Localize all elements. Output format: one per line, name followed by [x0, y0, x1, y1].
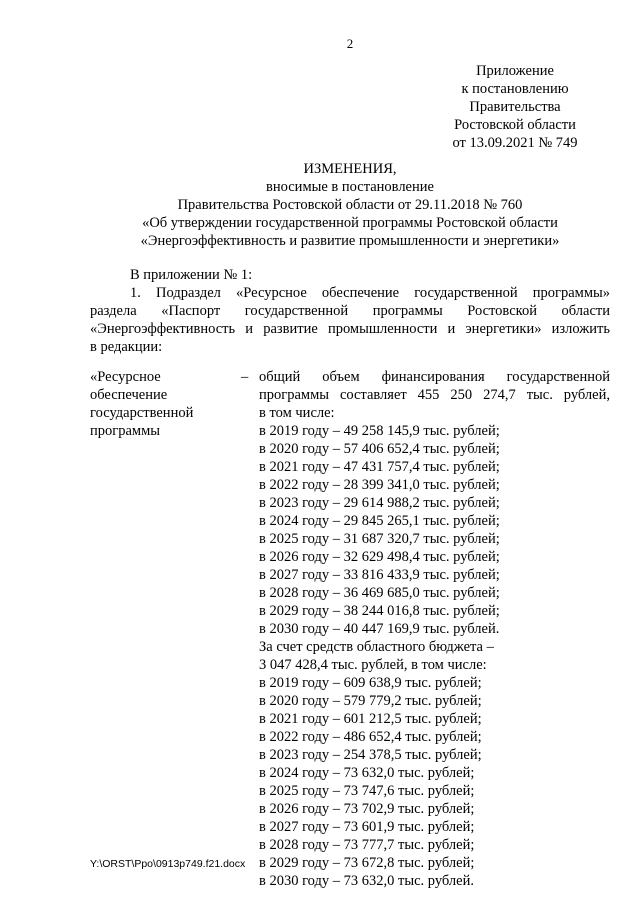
regional-year-item: в 2024 году – 73 632,0 тыс. рублей;: [259, 765, 475, 781]
total-year-item: в 2029 году – 38 244 016,8 тыс. рублей;: [259, 603, 500, 619]
financing-details: [259, 368, 610, 890]
title-line: вносимые в постановление: [266, 179, 434, 195]
regional-year-item: в 2020 году – 579 779,2 тыс. рублей;: [259, 693, 482, 709]
total-line: в том числе:: [259, 405, 335, 421]
appendix-line: к постановлению: [461, 81, 569, 97]
label-line: государственной: [90, 405, 194, 421]
total-year-item: в 2030 году – 40 447 169,9 тыс. рублей.: [259, 621, 500, 637]
regional-year-item: в 2026 году – 73 702,9 тыс. рублей;: [259, 801, 475, 817]
regional-year-item: в 2030 году – 73 632,0 тыс. рублей.: [259, 873, 474, 889]
total-year-item: в 2026 году – 32 629 498,4 тыс. рублей;: [259, 549, 500, 565]
appendix-line: Приложение: [476, 63, 554, 79]
paragraph-line: в редакции:: [90, 339, 163, 355]
appendix-line: Правительства: [469, 99, 561, 115]
label-line: обеспечение: [90, 387, 168, 403]
page-number: 2: [346, 36, 354, 51]
appendix-line: Ростовской области: [454, 117, 576, 133]
intro-line: В приложении № 1:: [130, 267, 253, 283]
appendix-line: от 13.09.2021 № 749: [452, 135, 578, 151]
total-year-item: в 2021 году – 47 431 757,4 тыс. рублей;: [259, 459, 500, 475]
regional-year-item: в 2029 году – 73 672,8 тыс. рублей;: [259, 855, 475, 871]
regional-line: За счет средств областного бюджета –: [259, 639, 494, 655]
regional-year-item: в 2028 году – 73 777,7 тыс. рублей;: [259, 837, 475, 853]
regional-year-item: в 2027 году – 73 601,9 тыс. рублей;: [259, 819, 475, 835]
label-line: «Ресурсное: [90, 369, 161, 385]
total-year-item: в 2028 году – 36 469 685,0 тыс. рублей;: [259, 585, 500, 601]
regional-year-item: в 2025 году – 73 747,6 тыс. рублей;: [259, 783, 475, 799]
table-label: [90, 368, 240, 440]
regional-year-item: в 2019 году – 609 638,9 тыс. рублей;: [259, 675, 482, 691]
label-line: программы: [90, 423, 160, 439]
paragraph-line: раздела «Паспорт государственной программы Ростовской области: [90, 303, 610, 319]
total-year-item: в 2025 году – 31 687 320,7 тыс. рублей;: [259, 531, 500, 547]
total-year-item: в 2023 году – 29 614 988,2 тыс. рублей;: [259, 495, 500, 511]
amendment-paragraph: [90, 284, 610, 356]
paragraph-line: 1. Подраздел «Ресурсное обеспечение государственной программы»: [130, 285, 610, 301]
document-title: [0, 160, 640, 250]
file-path-footer: Y:\ORST\Ppo\0913p749.f21.docx: [90, 858, 246, 870]
total-year-item: в 2024 году – 29 845 265,1 тыс. рублей;: [259, 513, 500, 529]
regional-year-item: в 2021 году – 601 212,5 тыс. рублей;: [259, 711, 482, 727]
title-line: ИЗМЕНЕНИЯ,: [303, 161, 397, 177]
total-year-item: в 2027 году – 33 816 433,9 тыс. рублей;: [259, 567, 500, 583]
regional-year-item: в 2022 году – 486 652,4 тыс. рублей;: [259, 729, 482, 745]
total-year-item: в 2019 году – 49 258 145,9 тыс. рублей;: [259, 423, 500, 439]
table-dash: –: [241, 369, 249, 385]
title-line: «Энергоэффективность и развитие промышленности и энергетики»: [140, 233, 560, 249]
total-year-item: в 2022 году – 28 399 341,0 тыс. рублей;: [259, 477, 500, 493]
paragraph-line: «Энергоэффективность и развитие промышленности и энергетики» изложить: [90, 321, 610, 337]
total-year-item: в 2020 году – 57 406 652,4 тыс. рублей;: [259, 441, 500, 457]
regional-year-item: в 2023 году – 254 378,5 тыс. рублей;: [259, 747, 482, 763]
total-line: программы составляет 455 250 274,7 тыс. рублей,: [259, 387, 610, 403]
title-line: Правительства Ростовской области от 29.11.2018 № 760: [177, 197, 523, 213]
regional-line: 3 047 428,4 тыс. рублей, в том числе:: [259, 657, 487, 673]
title-line: «Об утверждении государственной программы Ростовской области: [142, 215, 558, 231]
appendix-block: [410, 62, 620, 152]
total-line: общий объем финансирования государственной: [259, 369, 610, 385]
